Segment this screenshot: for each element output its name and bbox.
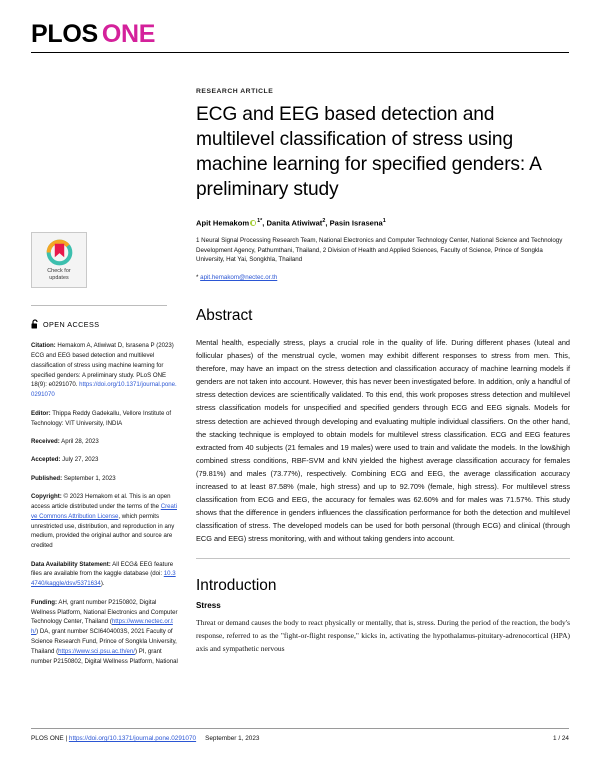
affiliations: 1 Neural Signal Processing Research Team, National Electronics and Computer Technology Center, National Science and Technology Development Agency, Pathumthani, Thailand, 2 Division of Health and Applied Sciences, Faculty of Science, Prince of Songkla University, Hat Yai, Songkhla, Thailand [196,236,563,264]
crossmark-label [47,268,71,282]
author-name-3: , Pasin Israsena [325,218,383,228]
article-main-column [196,88,570,656]
author-list [196,217,570,229]
footer-doi-link[interactable]: https://doi.org/10.1371/journal.pone.0291070 [68,735,197,742]
copyright-label: Copyright: [31,492,62,500]
author-name-1: Apit Hemakom [196,218,250,228]
check-for-updates-badge[interactable] [31,232,87,288]
data-availability-label: Data Availability Statement: [31,560,111,568]
author-name-2: , Danita Atiwiwat [262,218,323,228]
published-block [31,474,179,484]
page-number: 1 / 24 [553,735,569,742]
open-access-indicator [31,319,179,329]
data-availability-block [31,560,179,590]
copyright-block [31,492,179,551]
footer-citation [31,735,259,742]
plos-one-logo [31,22,569,47]
corresponding-author-marker: * [260,217,263,224]
introduction-heading: Introduction [196,577,277,595]
funding-label: Funding: [31,598,58,606]
journal-masthead [31,22,569,53]
open-access-label: OPEN ACCESS [43,319,100,329]
citation-label: Citation: [31,342,56,349]
corresponding-author-line [196,274,570,281]
author-1-affiliation-marker: 1 [257,217,261,224]
footer-journal-name: PLOS ONE | [31,735,69,742]
author-2-affiliation-marker: 2 [322,217,326,224]
abstract-divider [196,558,570,559]
accepted-block [31,455,179,465]
stress-subheading: Stress [196,601,221,611]
abstract-body: Mental health, especially stress, plays a crucial role in the quality of life. During different phases (luteal and follicular phases) of the menstrual cycle, women may exhibit different responses to stress from men. This, therefore, may have an impact on the stress detection and classification accuracy of machine learning models if genders are not taken into account. However, this has never been investigated before. In addition, only a handful of stress detection devices are scientifically validated. To this end, this work proposes stress detection and multilevel stress classification models for unspecified and specified genders through ECG and EEG signals. Models for stress detection are achieved through developing and evaluating multiple individual classifiers. On the other hand, the stacking technique is employed to obtain models for multilevel stress classification. ECG and EEG features extracted from 40 subjects (21 females and 19 males) were used to train and validate the models. In the low&high combined stress conditions, RBF-SVM and kNN yielded the highest average classification accuracy for females (79.81%) and males (73.77%), respectively. Combining ECG and EEG, the average classification accuracy increased to at least 87.58% (male, high stress) and up to 92.70% (female, high stress). For multilevel stress classification from ECG and EEG, the accuracy for females was 62.60% and for males was 71.57%. This study shows that the difference in genders influences the classification performance for both the detection and multilevel classification of stress. The developed models can be used for both personal (through ECG) and clinical (through ECG and EEG) stress monitoring, with and without taking genders into account. [196,338,570,544]
footer-date: September 1, 2023 [205,735,260,742]
published-date: September 1, 2023 [62,474,116,482]
funding-text-1: AH, grant number P2150802, Digital Wellness Platform, National Electronics and Computer Technology Center, Thailand ( [31,598,178,626]
corresponding-marker: * [196,274,201,282]
funding-text-3: ) PI, grant number P2150802, Digital Wellness Platform, National [31,647,178,665]
data-availability-text-after: ). [100,580,105,588]
logo-one-text: ONE [101,20,156,48]
page-title: ECG and EEG based detection and multilevel classification of stress using machine learning for specified genders: A preliminary study [196,104,541,200]
kaggle-doi-link[interactable]: 10.34740/kaggle/dsv/5371634 [31,570,176,588]
corresponding-email-link[interactable]: apit.hemakom@nectec.or.th [200,274,278,282]
introduction-body: Threat or demand causes the body to react physically or mentally, that is, stress. During the period of the reaction, the body's response, referred to as the "fight-or-flight response," kicks in, activating the hypothalamus-pituitary-adrenocortical (HPA) axis and sympathetic nervous [196,618,570,654]
copyright-text-before: © 2023 Hemakom et al. This is an open access article distributed under the terms of the [31,492,171,510]
citation-block [31,341,179,400]
author-3-affiliation-marker: 1 [382,217,386,224]
received-date: April 28, 2023 [59,437,99,445]
sidebar-divider [31,305,167,306]
logo-plos-text: PLOS [31,20,98,48]
footer-divider [31,728,569,729]
crossmark-line2: updates [49,274,69,281]
received-block [31,437,179,447]
citation-doi-link[interactable]: https://doi.org/10.1371/journal.pone.0291070 [31,381,177,399]
accepted-date: July 27, 2023 [60,456,99,464]
masthead-divider [31,52,569,53]
funding-text-2: ) DA, grant number SCI6404003S, 2021 Faculty of Science Research Fund, Prince of Songkla University, Thailand ( [31,628,177,655]
crossmark-badge-icon [46,239,73,266]
received-label: Received: [31,437,60,445]
orcid-icon[interactable] [250,220,256,226]
accepted-label: Accepted: [31,456,61,464]
editor-label: Editor: [31,409,51,417]
copyright-text-after: , which permits unrestricted use, distribution, and reproduction in any medium, provided the original author and source are credited [31,512,175,550]
creative-commons-license-link[interactable]: Creative Commons Attribution License [31,502,177,520]
editor-text: Thippa Reddy Gadekallu, Vellore Institute of Technology: VIT University, INDIA [31,409,172,427]
citation-text: Hemakom A, Atiwiwat D, Israsena P (2023) ECG and EEG based detection and multilevel classification of stress using machine learning for specified genders: A preliminary study. PLoS ONE 18(9): e0291070. [31,342,174,389]
editor-block [31,409,179,429]
abstract-heading: Abstract [196,307,253,325]
crossmark-line1: Check for [47,267,71,274]
data-availability-text-before: All ECG& EEG feature files are available from the kaggle database (doi: [31,560,174,578]
nectec-link[interactable]: https://www.nectec.or.th/ [31,618,173,636]
funding-block [31,598,179,667]
open-lock-icon [31,319,39,329]
page-footer [31,728,569,742]
article-type-kicker: RESEARCH ARTICLE [196,88,274,95]
published-label: Published: [31,474,63,482]
psu-link[interactable]: https://www.sci.psu.ac.th/en/ [58,647,135,655]
article-metadata-sidebar [31,232,179,675]
